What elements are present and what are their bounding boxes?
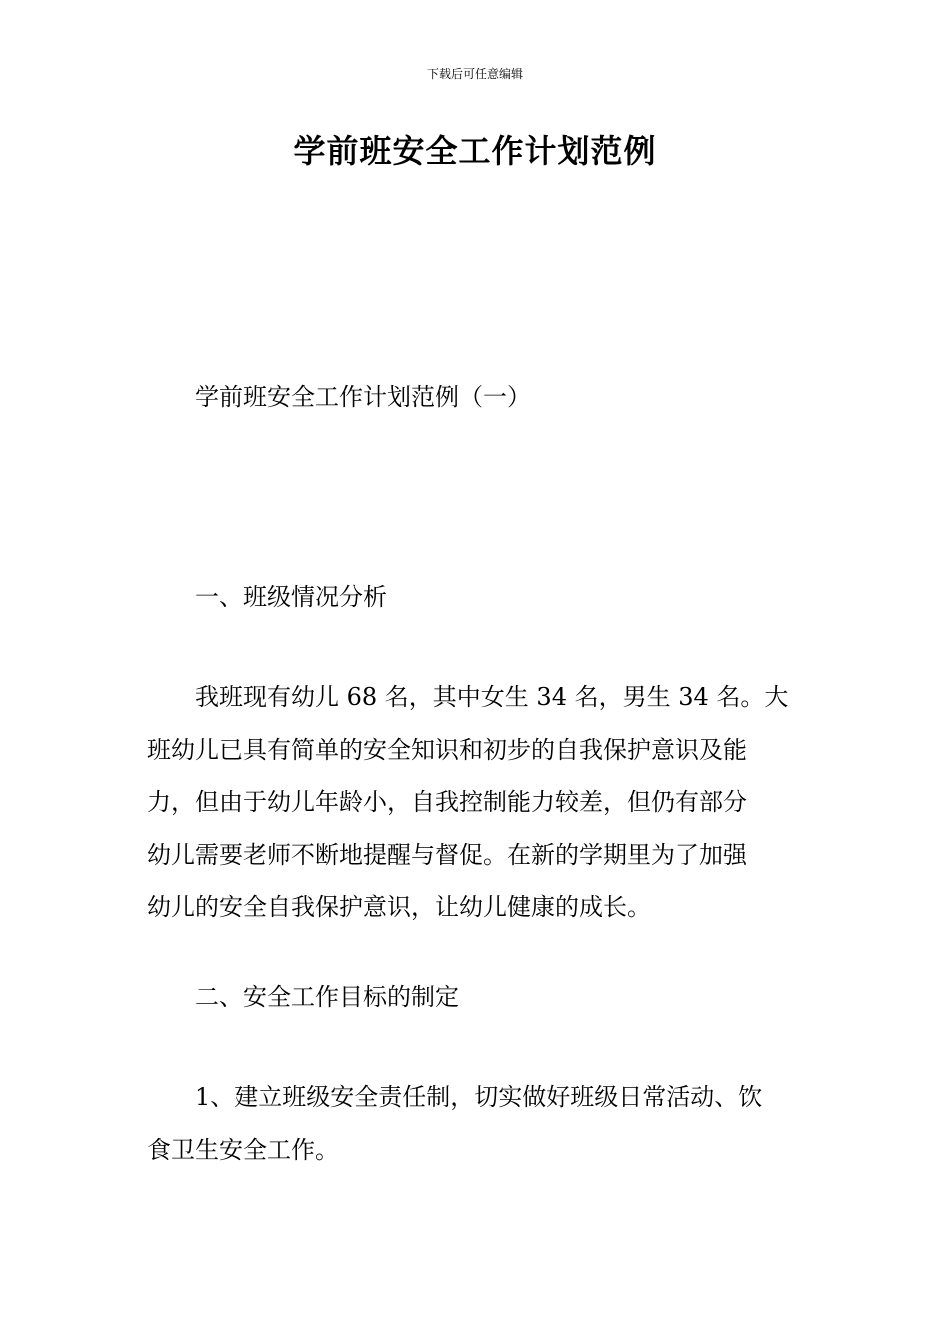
header-note: 下载后可任意编辑 xyxy=(426,67,523,81)
paragraph-line: 1、建立班级安全责任制，切实做好班级日常活动、饮 xyxy=(195,1083,763,1111)
paragraph-line: 力，但由于幼儿年龄小，自我控制能力较差，但仍有部分 xyxy=(147,788,747,816)
paragraph-line: 我班现有幼儿 68 名，其中女生 34 名，男生 34 名。大 xyxy=(195,683,789,711)
document-title: 学前班安全工作计划范例 xyxy=(293,132,657,170)
paragraph-line: 班幼儿已具有简单的安全知识和初步的自我保护意识及能 xyxy=(147,735,747,764)
subtitle: 学前班安全工作计划范例（一） xyxy=(195,383,531,411)
section-1-paragraph xyxy=(147,671,809,934)
paragraph-line: 幼儿的安全自我保护意识，让幼儿健康的成长。 xyxy=(147,893,651,921)
paragraph-line: 食卫生安全工作。 xyxy=(147,1135,339,1164)
paragraph-line: 幼儿需要老师不断地提醒与督促。在新的学期里为了加强 xyxy=(147,840,747,869)
section-2-item-1 xyxy=(147,1071,809,1176)
section-heading-1: 一、班级情况分析 xyxy=(195,583,387,611)
section-heading-2: 二、安全工作目标的制定 xyxy=(195,983,459,1011)
